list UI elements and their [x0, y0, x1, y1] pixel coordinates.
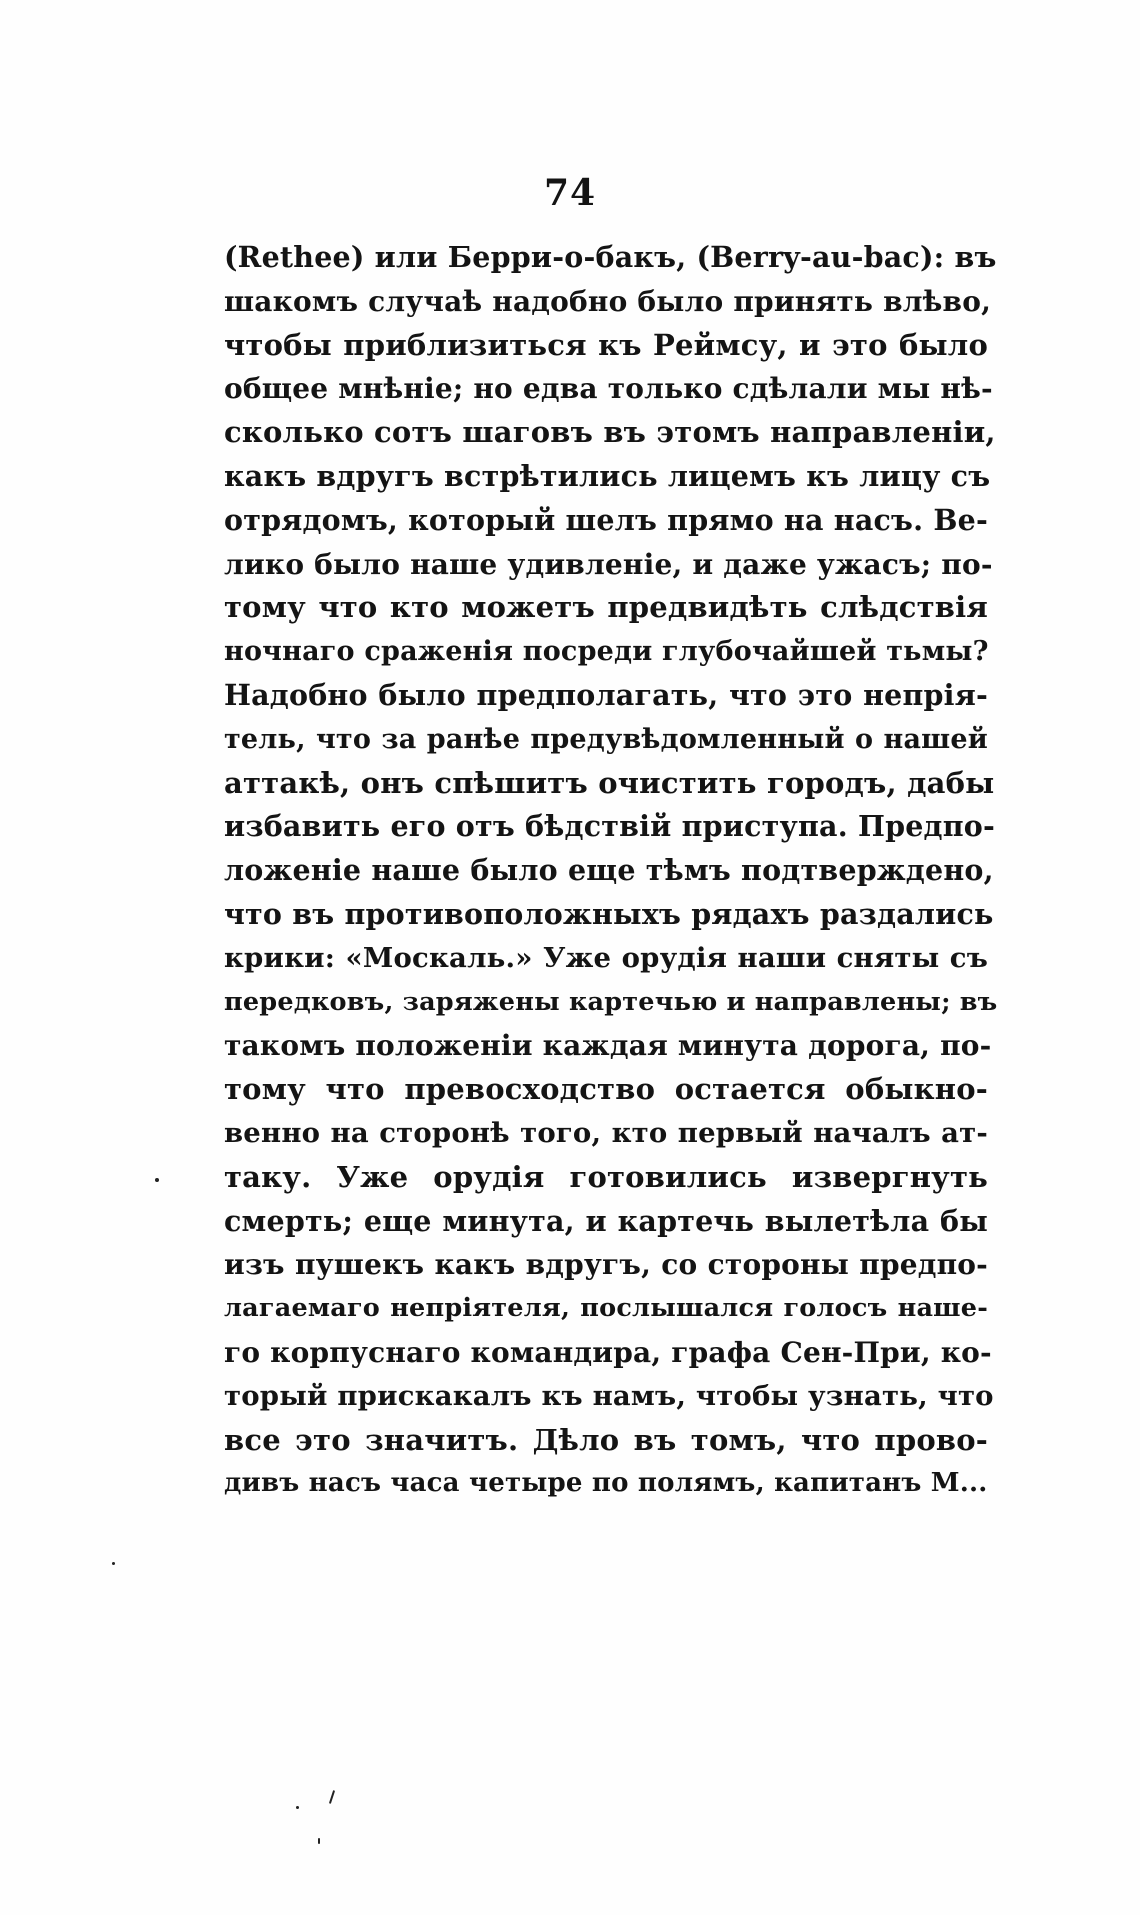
text-line: ночнаго сраженія посреди глубочайшей тьмы? — [224, 636, 989, 668]
text-line: такомъ положеніи каждая минута дорога, по- — [224, 1029, 992, 1063]
text-line: го корпуснаго командира, графа Сен-При, ко- — [224, 1335, 992, 1369]
text-line: Надобно было предполагать, что это непрія- — [224, 677, 988, 712]
text-line: дивъ насъ часа четыре по полямъ, капитанъ М... — [224, 1468, 988, 1499]
scan-speck — [318, 1838, 320, 1844]
text-line: отрядомъ, который шелъ прямо на насъ. Ве- — [224, 502, 988, 537]
text-line: изъ пушекъ какъ вдругъ, со стороны предпо- — [224, 1248, 988, 1282]
text-line: тель, что за ранѣе предувѣдомленный о нашей — [224, 723, 988, 755]
page-number: 74 — [543, 172, 597, 214]
text-line: лико было наше удивленіе, и даже ужасъ; по- — [224, 547, 993, 581]
text-line: лагаемаго непріятеля, послышался голосъ наше- — [224, 1293, 988, 1324]
text-line: чтобы приблизиться къ Реймсу, и это было — [224, 327, 988, 362]
text-line: все это значитъ. Дѣло въ томъ, что прово- — [224, 1422, 988, 1457]
text-line: тому что превосходство остается обыкно- — [224, 1072, 988, 1107]
text-line: тому что кто можетъ предвидѣть слѣдствія — [224, 590, 988, 625]
text-line: крики: «Москаль.» Уже орудія наши сняты съ — [224, 941, 988, 974]
scan-speck — [329, 1790, 335, 1804]
text-line: избавить его отъ бѣдствій приступа. Предпо- — [224, 809, 996, 844]
text-line: какъ вдругъ встрѣтились лицемъ къ лицу съ — [224, 458, 991, 493]
text-line: сколько сотъ шаговъ въ этомъ направленіи, — [224, 415, 996, 450]
text-line: венно на сторонѣ того, кто первый началъ ат- — [224, 1116, 988, 1149]
text-line: передковъ, заряжены картечью и направлены; въ — [224, 986, 998, 1017]
text-line: (Rethee) или Берри-о-бакъ, (Berry-au-bac): въ — [224, 240, 997, 274]
text-line: смерть; еще минута, и картечь вылетѣла бы — [224, 1203, 988, 1238]
text-line: шакомъ случаѣ надобно было принять влѣво, — [224, 284, 992, 318]
text-line: ложеніе наше было еще тѣмъ подтверждено, — [224, 853, 994, 888]
scan-speck — [155, 1178, 159, 1182]
text-line: торый прискакалъ къ намъ, чтобы узнать, что — [224, 1379, 994, 1412]
scan-speck — [112, 1562, 115, 1565]
scan-speck — [296, 1806, 299, 1809]
text-line: таку. Уже орудія готовились извергнуть — [224, 1159, 988, 1194]
body-text — [224, 236, 998, 1506]
text-line: аттакѣ, онъ спѣшитъ очистить городъ, дабы — [224, 765, 995, 800]
text-line: общее мнѣніе; но едва только сдѣлали мы нѣ- — [224, 372, 993, 406]
text-line: что въ противоположныхъ рядахъ раздались — [224, 896, 994, 931]
